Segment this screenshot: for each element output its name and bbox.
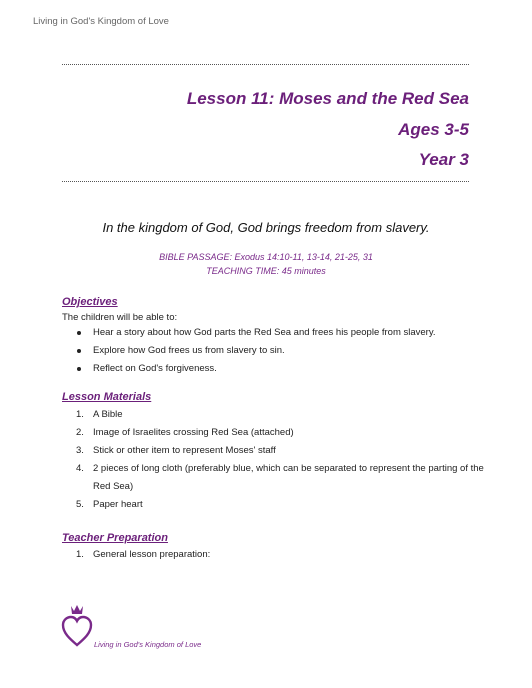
list-number: 1.	[76, 409, 84, 420]
list-text: Image of Israelites crossing Red Sea (attached)	[93, 427, 294, 438]
footer-text: Living in God's Kingdom of Love	[94, 640, 202, 649]
running-header: Living in God's Kingdom of Love	[33, 16, 169, 27]
list-item	[62, 496, 493, 514]
list-item	[62, 460, 493, 496]
list-item: Hear a story about how God parts the Red Sea and frees his people from slavery.	[62, 325, 436, 340]
list-item: Explore how God frees us from slavery to sin.	[62, 343, 436, 358]
preparation-list	[62, 546, 210, 564]
list-text: Stick or other item to represent Moses' staff	[93, 445, 276, 456]
crown-icon	[71, 605, 83, 614]
objectives-intro: The children will be able to:	[62, 312, 178, 323]
list-item	[62, 406, 493, 424]
heart-icon	[63, 617, 91, 645]
list-text: A Bible	[93, 409, 123, 420]
age-range: Ages 3-5	[398, 120, 469, 139]
objectives-heading: Objectives	[62, 296, 118, 308]
teaching-time: TEACHING TIME: 45 minutes	[206, 266, 326, 276]
list-number: 5.	[76, 499, 84, 510]
objectives-list	[62, 325, 436, 379]
list-item: Reflect on God's forgiveness.	[62, 361, 436, 376]
list-number: 4.	[76, 463, 84, 474]
year-label: Year 3	[418, 150, 469, 169]
list-item	[62, 424, 493, 442]
list-number: 1.	[76, 549, 84, 560]
crown-heart-logo	[60, 603, 94, 649]
list-item	[62, 442, 493, 460]
list-number: 3.	[76, 445, 84, 456]
preparation-heading: Teacher Preparation	[62, 532, 168, 544]
list-number: 2.	[76, 427, 84, 438]
list-item	[62, 546, 210, 564]
materials-list	[62, 406, 493, 514]
lesson-theme: In the kingdom of God, God brings freedom from slavery.	[102, 220, 430, 235]
list-text: Paper heart	[93, 499, 143, 510]
materials-heading: Lesson Materials	[62, 391, 152, 403]
top-divider	[62, 64, 469, 65]
list-text: General lesson preparation:	[93, 549, 211, 560]
list-text: 2 pieces of long cloth (preferably blue, which can be separated to represent the parting of the Red Sea)	[93, 463, 484, 492]
lesson-title: Lesson 11: Moses and the Red Sea	[186, 89, 469, 108]
title-divider	[62, 181, 469, 182]
bible-passage: BIBLE PASSAGE: Exodus 14:10-11, 13-14, 21-25, 31	[159, 252, 373, 262]
